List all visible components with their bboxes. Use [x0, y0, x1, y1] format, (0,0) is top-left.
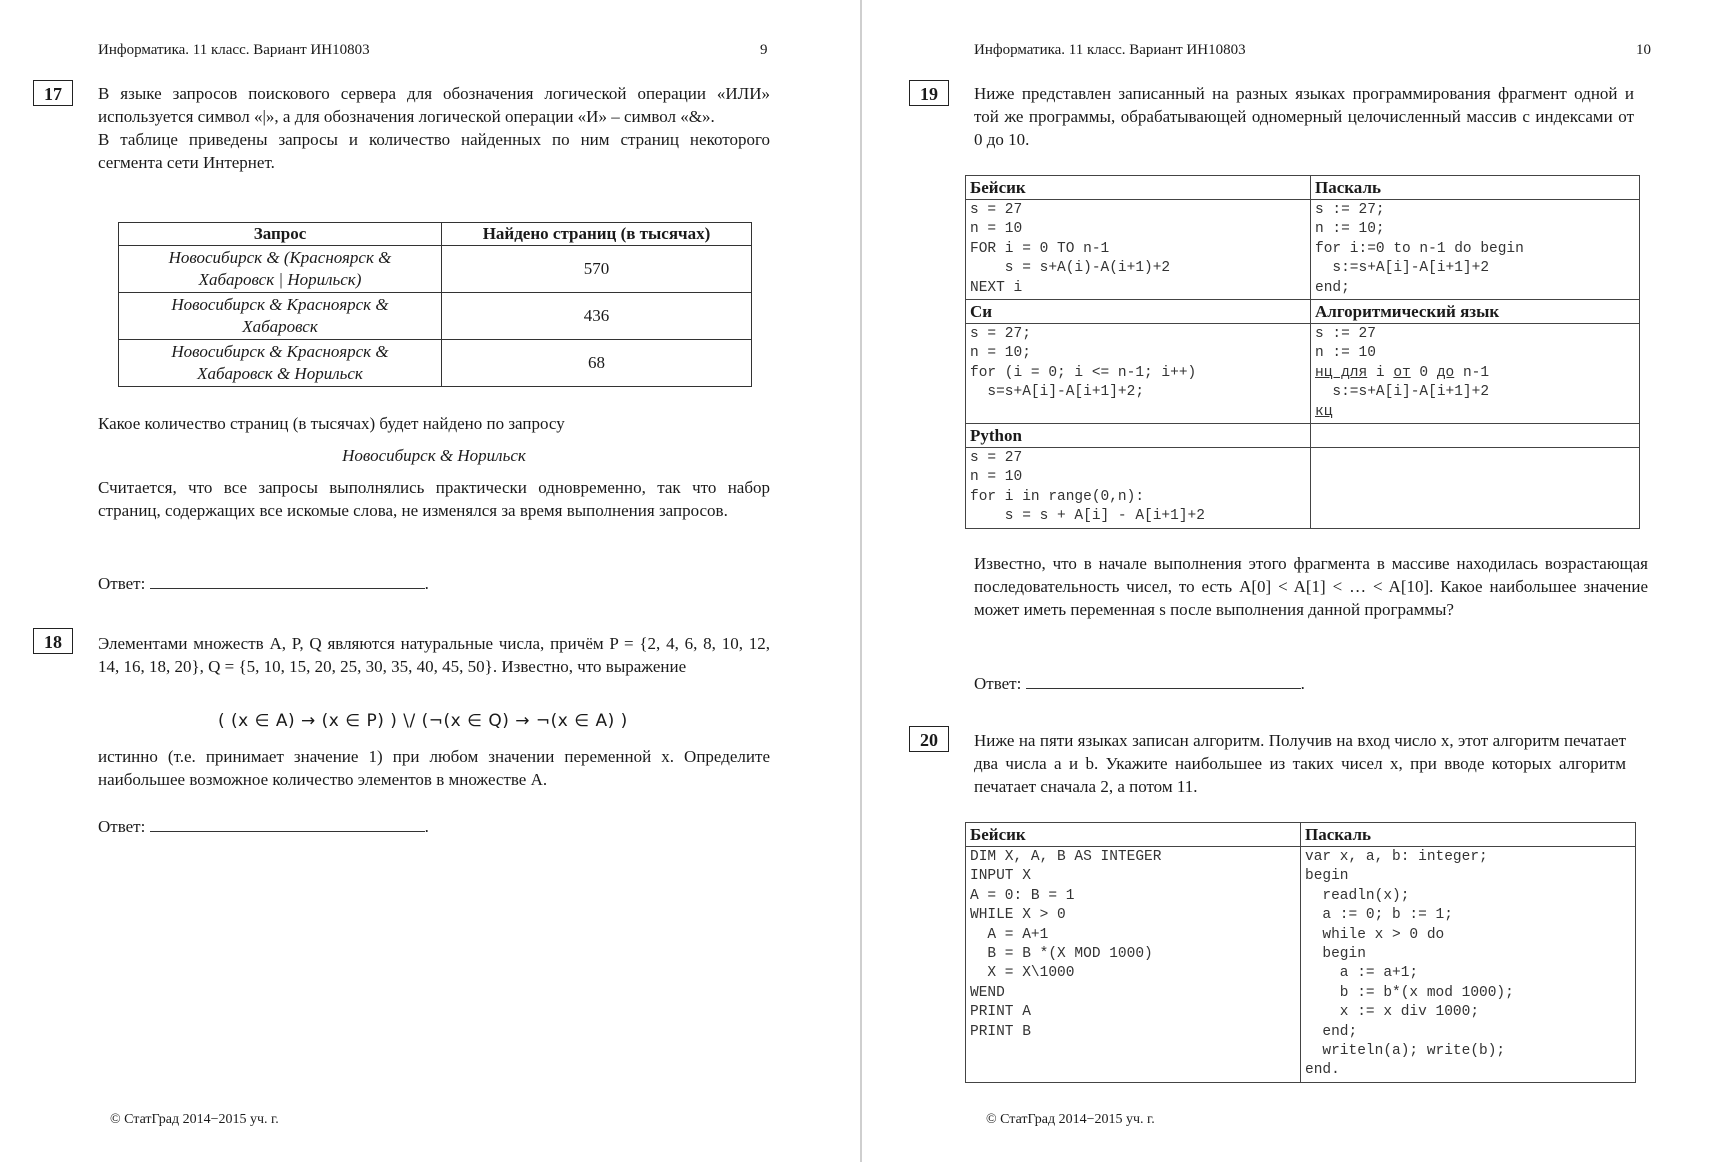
page-header: Информатика. 11 класс. Вариант ИН10803 [974, 42, 1246, 58]
question-number-20: 20 [909, 726, 949, 752]
answer-label: Ответ: [98, 574, 146, 593]
q19-code-table [965, 175, 1640, 529]
code-python: s = 27 n = 10 for i in range(0,n): s = s + A[i] - A[i+1]+2 [966, 448, 1311, 529]
lang-header-python: Python [966, 424, 1311, 448]
page-number: 10 [1636, 42, 1651, 58]
q20-code-table [965, 822, 1636, 1083]
page-footer: © СтатГрад 2014−2015 уч. г. [110, 1112, 279, 1127]
answer-label: Ответ: [98, 817, 146, 836]
query-line: Новосибирск & Красноярск & [171, 342, 389, 361]
q18-formula: ( (x ∈ A) → (x ∈ P) ) \/ (¬(x ∈ Q) → ¬(x ∈ A) ) [218, 711, 628, 731]
count-cell: 436 [442, 293, 752, 340]
q19-question: Известно, что в начале выполнения этого фрагмента в массиве находилась возрастающая последовательность чисел, то есть A[0] < A[1] < … < A[10]. Какое наибольшее значение может иметь переменная s после выполнения данной программы? [974, 554, 1648, 619]
page-number: 9 [760, 42, 768, 58]
q17-question: Какое количество страниц (в тысячах) будет найдено по запросу [98, 414, 565, 433]
q18-answer: Ответ: . [98, 817, 429, 836]
code-alg [1311, 324, 1640, 424]
question-number-18: 18 [33, 628, 73, 654]
keyword: от [1393, 364, 1411, 381]
q17-target-query: Новосибирск & Норильск [342, 446, 526, 465]
empty-cell [1311, 448, 1640, 529]
question-number-17: 17 [33, 80, 73, 106]
code-fragment: i [1367, 364, 1394, 381]
code-basic: s = 27 n = 10 FOR i = 0 TO n-1 s = s+A(i)-A(i+1)+2 NEXT i [966, 200, 1311, 300]
q17-intro2: В таблице приведены запросы и количество найденных по ним страниц некоторого сегмента сети Интернет. [98, 130, 770, 172]
table-row [119, 246, 752, 293]
q17-query-table [118, 222, 752, 387]
keyword: нц для [1315, 364, 1368, 381]
lang-header-basic: Бейсик [966, 176, 1311, 200]
query-line: Хабаровск | Норильск) [198, 270, 362, 289]
q17-answer: Ответ: . [98, 574, 429, 593]
query-line: Хабаровск [242, 317, 318, 336]
q19-answer: Ответ: . [974, 674, 1305, 693]
code-line: s:=s+A[i]-A[i+1]+2 [1315, 384, 1490, 401]
code-c: s = 27; n = 10; for (i = 0; i <= n-1; i++) s=s+A[i]-A[i+1]+2; [966, 324, 1311, 424]
lang-header-basic: Бейсик [966, 823, 1301, 847]
lang-header-alg: Алгоритмический язык [1311, 300, 1640, 324]
q20-intro: Ниже на пяти языках записан алгоритм. Получив на вход число x, этот алгоритм печатает два числа a и b. Укажите наибольшее из таких чисел x, при вводе которых алгоритм печатает сначала 2, а потом 11. [974, 731, 1626, 796]
page-footer: © СтатГрад 2014−2015 уч. г. [986, 1112, 1155, 1127]
count-cell: 68 [442, 340, 752, 387]
answer-field[interactable] [1026, 672, 1301, 689]
query-cell [119, 293, 442, 340]
table-row [119, 340, 752, 387]
q19-intro: Ниже представлен записанный на разных языках программирования фрагмент одной и той же программы, обрабатывающей одномерный целочисленный массив с индексами от 0 до 10. [974, 84, 1634, 149]
q17-text [98, 82, 770, 174]
answer-field[interactable] [150, 815, 425, 832]
lang-header-pascal: Паскаль [1311, 176, 1640, 200]
lang-header-pascal: Паскаль [1301, 823, 1636, 847]
page-header: Информатика. 11 класс. Вариант ИН10803 [98, 42, 370, 58]
query-line: Новосибирск & Красноярск & [171, 295, 389, 314]
code-basic: DIM X, A, B AS INTEGER INPUT X A = 0: B = 1 WHILE X > 0 A = A+1 B = B *(X MOD 1000) X = X\1000 WEND PRINT A PRINT B [966, 847, 1301, 1083]
code-pascal: var x, a, b: integer; begin readln(x); a := 0; b := 1; while x > 0 do begin a := a+1; b := b*(x mod 1000); x := x div 1000; end; writeln(a); write(b); end. [1301, 847, 1636, 1083]
code-fragment: 0 [1410, 364, 1437, 381]
query-cell [119, 246, 442, 293]
code-line: n := 10 [1315, 345, 1376, 362]
table-header-count: Найдено страниц (в тысячах) [442, 223, 752, 246]
q18-text1: Элементами множеств А, P, Q являются натуральные числа, причём P = {2, 4, 6, 8, 10, 12, 14, 16, 18, 20}, Q = {5, 10, 15, 20, 25, 30, 35, 40, 45, 50}. Известно, что выражение [98, 634, 770, 676]
empty-header [1311, 424, 1640, 448]
query-cell [119, 340, 442, 387]
q17-note: Считается, что все запросы выполнялись практически одновременно, так что набор страниц, содержащих все искомые слова, не изменялся за время выполнения запросов. [98, 478, 770, 520]
count-cell: 570 [442, 246, 752, 293]
right-page [862, 0, 1716, 1162]
code-pascal: s := 27; n := 10; for i:=0 to n-1 do begin s:=s+A[i]-A[i+1]+2 end; [1311, 200, 1640, 300]
query-line: Новосибирск & (Красноярск & [168, 248, 392, 267]
question-number-19: 19 [909, 80, 949, 106]
keyword: до [1436, 364, 1455, 381]
answer-field[interactable] [150, 572, 425, 589]
q18-text2: истинно (т.е. принимает значение 1) при любом значении переменной x. Определите наибольшее возможное количество элементов в множестве A. [98, 747, 770, 789]
code-fragment: n-1 [1454, 364, 1490, 381]
code-line: s := 27 [1315, 326, 1376, 343]
lang-header-c: Си [966, 300, 1311, 324]
answer-label: Ответ: [974, 674, 1022, 693]
keyword: кц [1315, 403, 1333, 420]
q17-intro: В языке запросов поискового сервера для обозначения логической операции «ИЛИ» используется символ «|», а для обозначения логической операции «И» – символ «&». [98, 84, 770, 126]
table-header-query: Запрос [119, 223, 442, 246]
table-row [119, 293, 752, 340]
query-line: Хабаровск & Норильск [197, 364, 363, 383]
